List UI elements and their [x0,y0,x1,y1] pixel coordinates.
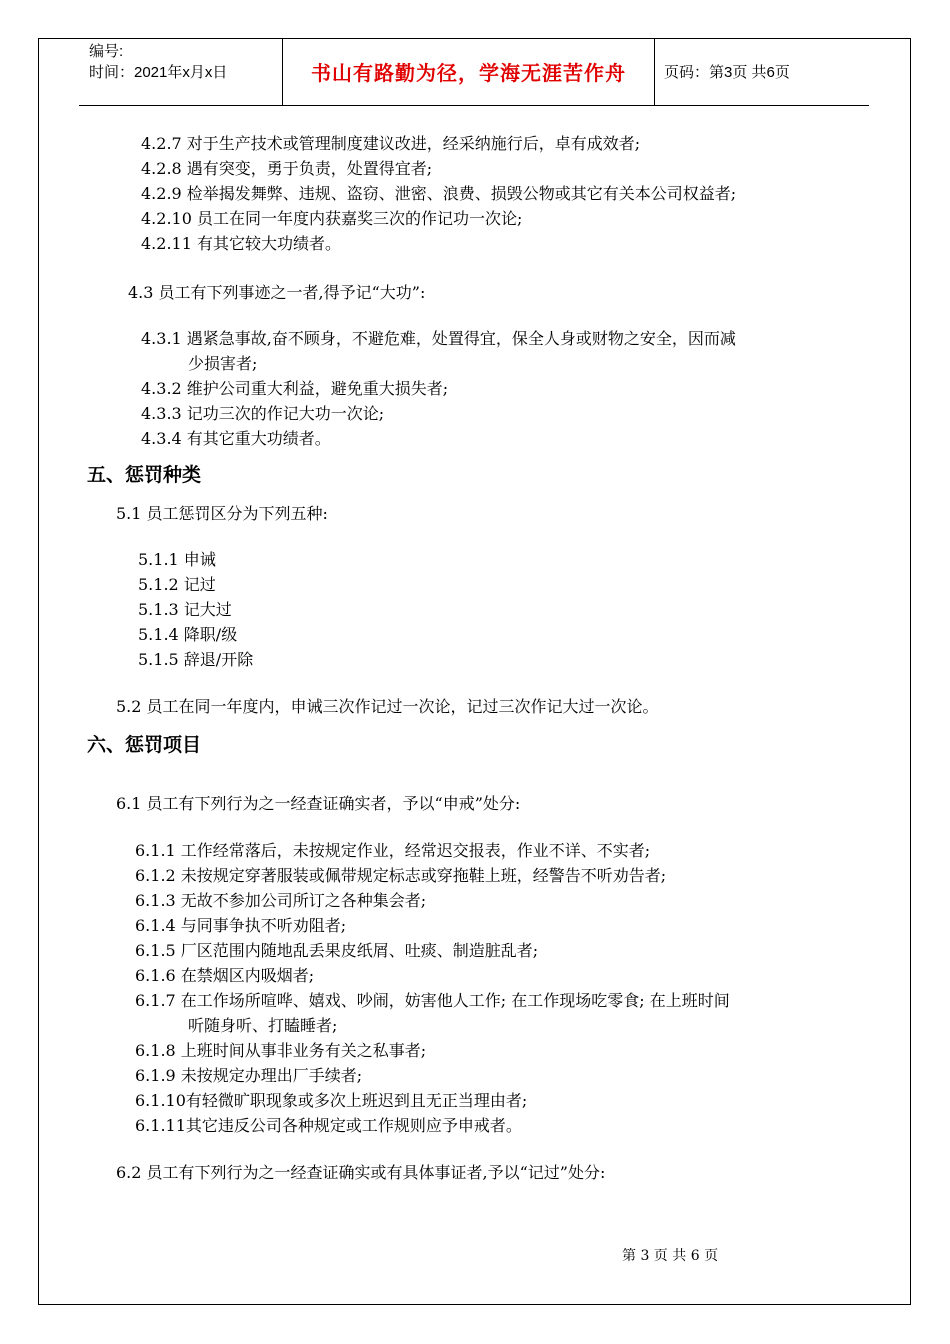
clause-4-2-10: 4.2.10 员工在同一年度内获嘉奖三次的作记功一次论; [141,209,523,228]
clause-6-2: 6.2 员工有下列行为之一经查证确实或有具体事证者,予以“记过”处分: [116,1163,606,1182]
clause-6-1-6: 6.1.6 在禁烟区内吸烟者; [135,966,315,985]
clause-6-1-7: 6.1.7 在工作场所喧哗、嬉戏、吵闹，妨害他人工作; 在工作现场吃零食; 在上班时间 [135,991,730,1010]
clause-6-1: 6.1 员工有下列行为之一经查证确实者，予以“申戒”处分: [116,794,521,813]
clause-5-1-2: 5.1.2 记过 [138,575,216,594]
clause-6-1-1: 6.1.1 工作经常落后，未按规定作业，经常迟交报表，作业不详、不实者; [135,841,651,860]
clause-6-1-11: 6.1.11其它违反公司各种规定或工作规则应予申戒者。 [135,1116,522,1135]
clause-6-1-3: 6.1.3 无故不参加公司所订之各种集会者; [135,891,427,910]
page-header [79,38,869,106]
clause-6-1-5: 6.1.5 厂区范围内随地乱丢果皮纸屑、吐痰、制造脏乱者; [135,941,539,960]
header-motto: 书山有路勤为径，学海无涯苦作舟 [283,38,655,105]
clause-4-2-8: 4.2.8 遇有突变，勇于负责，处置得宜者; [141,159,433,178]
document-date: 时间：2021年x月x日 [89,64,228,81]
section-heading-6: 六、惩罚项目 [87,734,202,756]
clause-4-2-9: 4.2.9 检举揭发舞弊、违规、盗窃、泄密、浪费、损毁公物或其它有关本公司权益者; [141,184,737,203]
clause-6-1-7-cont: 听随身听、打瞌睡者; [188,1016,338,1035]
clause-6-1-2: 6.1.2 未按规定穿著服装或佩带规定标志或穿拖鞋上班，经警告不听劝告者; [135,866,667,885]
clause-5-1-1: 5.1.1 申诫 [138,550,216,569]
header-meta [79,38,283,105]
clause-4-3-2: 4.3.2 维护公司重大利益，避免重大损失者; [141,379,449,398]
clause-4-2-7: 4.2.7 对于生产技术或管理制度建议改进，经采纳施行后，卓有成效者; [141,134,641,153]
page-footer: 第 3 页 共 6 页 [622,1248,719,1264]
clause-4-3-3: 4.3.3 记功三次的作记大功一次论; [141,404,385,423]
clause-5-1-3: 5.1.3 记大过 [138,600,232,619]
clause-4-3: 4.3 员工有下列事迹之一者,得予记“大功”: [128,283,426,302]
header-page-info: 页码：第3页 共6页 [664,64,790,81]
clause-5-1-5: 5.1.5 辞退/开除 [138,650,254,669]
clause-6-1-10: 6.1.10有轻微旷职现象或多次上班迟到且无正当理由者; [135,1091,528,1110]
section-heading-5: 五、惩罚种类 [87,464,202,486]
document-number-label: 编号: [89,43,124,60]
clause-6-1-8: 6.1.8 上班时间从事非业务有关之私事者; [135,1041,427,1060]
clause-4-2-11: 4.2.11 有其它较大功绩者。 [141,234,341,253]
clause-6-1-4: 6.1.4 与同事争执不听劝阻者; [135,916,347,935]
clause-5-1-4: 5.1.4 降职/级 [138,625,238,644]
clause-4-3-1-cont: 少损害者; [188,354,258,373]
clause-4-3-1: 4.3.1 遇紧急事故,奋不顾身，不避危难，处置得宜，保全人身或财物之安全，因而减 [141,329,736,348]
clause-4-3-4: 4.3.4 有其它重大功绩者。 [141,429,331,448]
clause-6-1-9: 6.1.9 未按规定办理出厂手续者; [135,1066,363,1085]
clause-5-1: 5.1 员工惩罚区分为下列五种: [116,504,328,523]
clause-5-2: 5.2 员工在同一年度内，申诫三次作记过一次论，记过三次作记大过一次论。 [116,697,659,716]
